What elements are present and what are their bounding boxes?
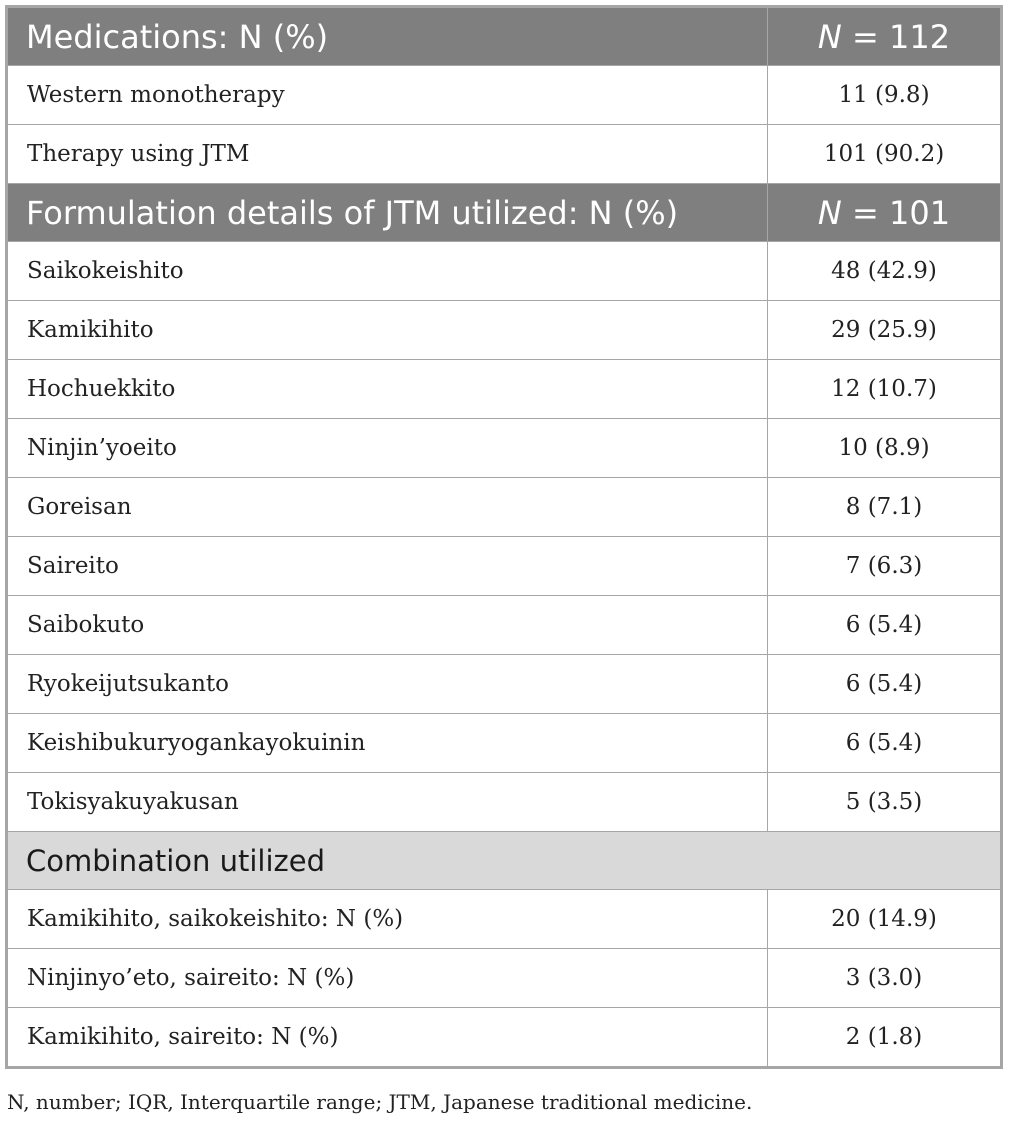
table-row (8, 242, 1001, 301)
table (7, 7, 1001, 1067)
table-footnote: N, number; IQR, Interquartile range; JTM, Japanese traditional medicine. (7, 1090, 753, 1114)
header-n-value: = 112 (841, 17, 951, 56)
row-label: Therapy using JTM (8, 125, 768, 184)
section-header-medications (8, 8, 1001, 66)
header-n-symbol: N (817, 17, 842, 56)
row-label: Ryokeijutsukanto (8, 655, 768, 714)
header-label: Combination utilized (8, 832, 1001, 890)
table-row (8, 773, 1001, 832)
table-row (8, 301, 1001, 360)
row-value: 6 (5.4) (768, 596, 1001, 655)
medications-table (5, 5, 1003, 1069)
row-label: Keishibukuryogankayokuinin (8, 714, 768, 773)
header-n-symbol: N (817, 193, 842, 232)
row-label: Saireito (8, 537, 768, 596)
table-row (8, 949, 1001, 1008)
header-label: Formulation details of JTM utilized: N (%) (8, 184, 768, 242)
row-label: Hochuekkito (8, 360, 768, 419)
section-header-combination (8, 832, 1001, 890)
row-value: 101 (90.2) (768, 125, 1001, 184)
row-value: 5 (3.5) (768, 773, 1001, 832)
table-row (8, 890, 1001, 949)
table-row (8, 360, 1001, 419)
row-label: Kamikihito (8, 301, 768, 360)
table-row (8, 596, 1001, 655)
row-value: 48 (42.9) (768, 242, 1001, 301)
row-value: 8 (7.1) (768, 478, 1001, 537)
table-row (8, 537, 1001, 596)
row-label: Kamikihito, saireito: N (%) (8, 1008, 768, 1067)
row-label: Tokisyakuyakusan (8, 773, 768, 832)
row-value: 7 (6.3) (768, 537, 1001, 596)
header-n-value: = 101 (841, 193, 951, 232)
table-row (8, 1008, 1001, 1067)
table-row (8, 125, 1001, 184)
table-row (8, 714, 1001, 773)
row-label: Kamikihito, saikokeishito: N (%) (8, 890, 768, 949)
header-label: Medications: N (%) (8, 8, 768, 66)
table-row (8, 66, 1001, 125)
row-label: Ninjinyo’eto, saireito: N (%) (8, 949, 768, 1008)
row-label: Ninjin’yoeito (8, 419, 768, 478)
row-value: 20 (14.9) (768, 890, 1001, 949)
row-label: Saikokeishito (8, 242, 768, 301)
section-header-formulation (8, 184, 1001, 242)
row-label: Saibokuto (8, 596, 768, 655)
table-row (8, 419, 1001, 478)
row-value: 2 (1.8) (768, 1008, 1001, 1067)
table-row (8, 655, 1001, 714)
table-row (8, 478, 1001, 537)
row-value: 11 (9.8) (768, 66, 1001, 125)
row-value: 6 (5.4) (768, 655, 1001, 714)
row-value: 29 (25.9) (768, 301, 1001, 360)
header-n (768, 184, 1001, 242)
row-value: 6 (5.4) (768, 714, 1001, 773)
row-label: Goreisan (8, 478, 768, 537)
row-value: 3 (3.0) (768, 949, 1001, 1008)
header-n (768, 8, 1001, 66)
row-value: 10 (8.9) (768, 419, 1001, 478)
row-label: Western monotherapy (8, 66, 768, 125)
row-value: 12 (10.7) (768, 360, 1001, 419)
